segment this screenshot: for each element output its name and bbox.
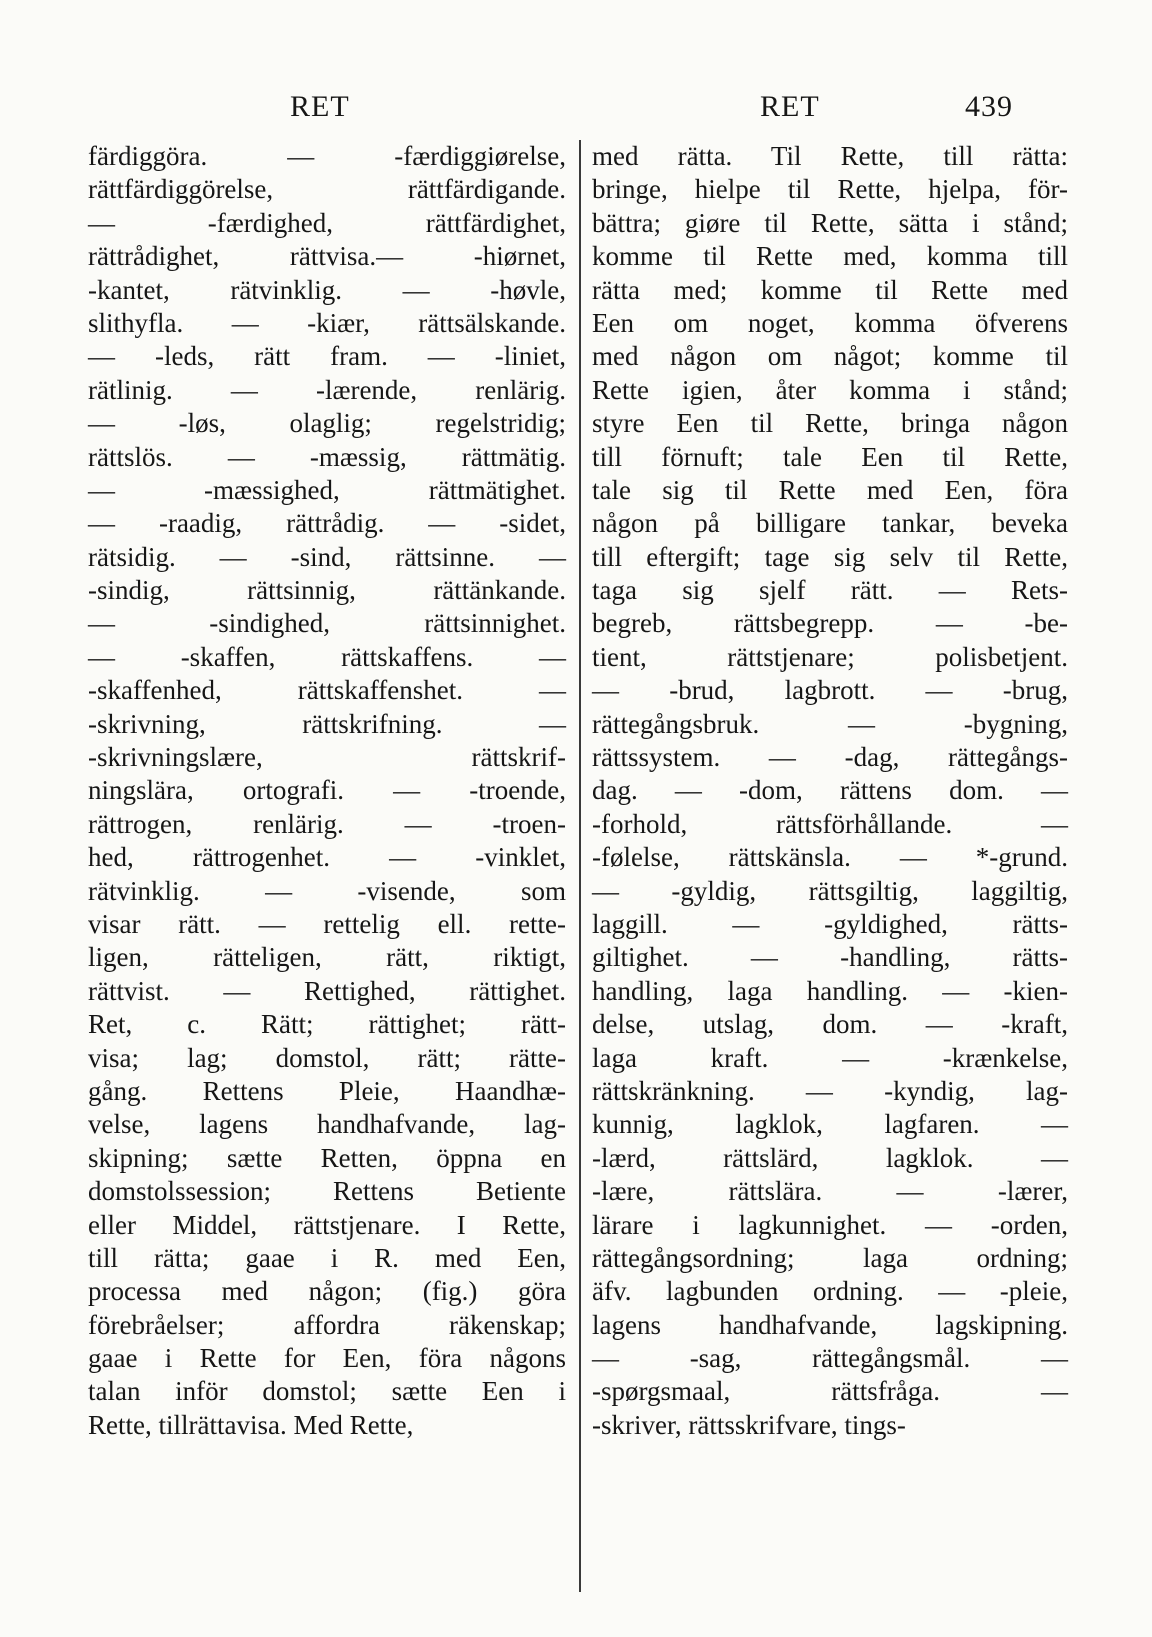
dictionary-line: taga sig sjelf rätt. — Rets- xyxy=(592,575,1068,606)
dictionary-line: laga kraft. — -krænkelse, xyxy=(592,1042,1068,1073)
dictionary-line: kunnig, lagklok, lagfaren. — xyxy=(592,1109,1068,1140)
dictionary-line: rätvinklig. — -visende, som xyxy=(88,875,566,906)
dictionary-line: -forhold, rättsförhållande. — xyxy=(592,808,1068,839)
dictionary-line: med någon om något; komme til xyxy=(592,341,1068,372)
dictionary-line: ligen, rätteligen, rätt, riktigt, xyxy=(88,942,566,973)
dictionary-line: äfv. lagbunden ordning. — -pleie, xyxy=(592,1276,1068,1307)
dictionary-line: — -færdighed, rättfärdighet, xyxy=(88,207,566,238)
dictionary-line: — -raadig, rättrådig. — -sidet, xyxy=(88,508,566,539)
dictionary-line: visar rätt. — rettelig ell. rette- xyxy=(88,908,566,939)
dictionary-line: gång. Rettens Pleie, Haandhæ- xyxy=(88,1075,566,1106)
dictionary-line: bättra; giøre til Rette, sätta i stånd; xyxy=(592,207,1068,238)
dictionary-line: -skriver, rättsskrifvare, tings- xyxy=(592,1409,906,1440)
dictionary-line: rätsidig. — -sind, rättsinne. — xyxy=(88,541,566,572)
dictionary-line: rättvist. — Rettighed, rättighet. xyxy=(88,975,566,1006)
dictionary-line: bringe, hielpe til Rette, hjelpa, för- xyxy=(592,174,1068,205)
dictionary-line: förebråelser; affordra räkenskap; xyxy=(88,1309,566,1340)
dictionary-line: rättrådighet, rättvisa.— -hiørnet, xyxy=(88,241,566,272)
dictionary-line: rätlinig. — -lærende, renlärig. xyxy=(88,374,566,405)
dictionary-line: domstolssession; Rettens Betiente xyxy=(88,1176,566,1207)
dictionary-line: — -mæssighed, rättmätighet. xyxy=(88,474,566,505)
dictionary-line: komme til Rette med, komma till xyxy=(592,241,1068,272)
dictionary-line: eller Middel, rättstjenare. I Rette, xyxy=(88,1209,566,1240)
dictionary-line: — -leds, rätt fram. — -liniet, xyxy=(88,341,566,372)
dictionary-line: processa med någon; (fig.) göra xyxy=(88,1276,566,1307)
dictionary-line: någon på billigare tankar, beveka xyxy=(592,508,1068,539)
dictionary-line: rättrogen, renlärig. — -troen- xyxy=(88,808,566,839)
dictionary-line: visa; lag; domstol, rätt; rätte- xyxy=(88,1042,566,1073)
dictionary-line: rättskränkning. — -kyndig, lag- xyxy=(592,1075,1068,1106)
dictionary-line: — -sag, rättegångsmål. — xyxy=(592,1343,1068,1374)
dictionary-line: -skrivning, rättskrifning. — xyxy=(88,708,566,739)
dictionary-line: begreb, rättsbegrepp. — -be- xyxy=(592,608,1068,639)
dictionary-line: hed, rättrogenhet. — -vinklet, xyxy=(88,842,566,873)
dictionary-line: -skrivningslære, rättskrif- xyxy=(88,742,566,773)
dictionary-line: lärare i lagkunnighet. — -orden, xyxy=(592,1209,1068,1240)
page-number: 439 xyxy=(965,90,1013,123)
dictionary-line: delse, utslag, dom. — -kraft, xyxy=(592,1009,1068,1040)
running-head-right: RET xyxy=(760,90,820,123)
dictionary-line: dag. — -dom, rättens dom. — xyxy=(592,775,1068,806)
dictionary-line: — -skaffen, rättskaffens. — xyxy=(88,641,566,672)
dictionary-line: rättslös. — -mæssig, rättmätig. xyxy=(88,441,566,472)
dictionary-line: styre Een til Rette, bringa någon xyxy=(592,408,1068,439)
dictionary-line: -lære, rättslära. — -lærer, xyxy=(592,1176,1068,1207)
dictionary-line: tale sig til Rette med Een, föra xyxy=(592,474,1068,505)
dictionary-line: — -løs, olaglig; regelstridig; xyxy=(88,408,566,439)
dictionary-line: handling, laga handling. — -kien- xyxy=(592,975,1068,1006)
dictionary-line: till förnuft; tale Een til Rette, xyxy=(592,441,1068,472)
dictionary-line: Rette, tillrättavisa. Med Rette, xyxy=(88,1409,414,1440)
dictionary-line: slithyfla. — -kiær, rättsälskande. xyxy=(88,307,566,338)
dictionary-line: färdiggöra. — -færdiggiørelse, xyxy=(88,141,566,171)
column-divider xyxy=(579,140,581,1592)
dictionary-line: till rätta; gaae i R. med Een, xyxy=(88,1242,566,1273)
dictionary-line: Een om noget, komma öfverens xyxy=(592,307,1068,338)
page-header xyxy=(0,90,1152,130)
right-column xyxy=(592,140,1068,1442)
dictionary-line: -lærd, rättslärd, lagklok. — xyxy=(592,1142,1068,1173)
dictionary-line: -spørgsmaal, rättsfråga. — xyxy=(592,1376,1068,1407)
dictionary-line: talan inför domstol; sætte Een i xyxy=(88,1376,566,1407)
left-column xyxy=(88,140,566,1442)
dictionary-line: skipning; sætte Retten, öppna en xyxy=(88,1142,566,1173)
dictionary-line: Rette igien, åter komma i stånd; xyxy=(592,374,1068,405)
dictionary-line: — -brud, lagbrott. — -brug, xyxy=(592,675,1068,706)
dictionary-line: rättfärdiggörelse, rättfärdigande. xyxy=(88,174,566,205)
dictionary-line: -kantet, rätvinklig. — -høvle, xyxy=(88,274,566,305)
dictionary-line: rättegångsordning; laga ordning; xyxy=(592,1242,1068,1273)
dictionary-line: velse, lagens handhafvande, lag- xyxy=(88,1109,566,1140)
dictionary-line: -sindig, rättsinnig, rättänkande. xyxy=(88,575,566,606)
dictionary-line: — -gyldig, rättsgiltig, laggiltig, xyxy=(592,875,1068,906)
dictionary-line: ningslära, ortografi. — -troende, xyxy=(88,775,566,806)
dictionary-line: med rätta. Til Rette, till rätta: xyxy=(592,141,1068,171)
dictionary-line: tient, rättstjenare; polisbetjent. xyxy=(592,641,1068,672)
dictionary-line: gaae i Rette for Een, föra någons xyxy=(88,1343,566,1374)
dictionary-line: giltighet. — -handling, rätts- xyxy=(592,942,1068,973)
running-head-left: RET xyxy=(290,90,350,123)
dictionary-line: lagens handhafvande, lagskipning. xyxy=(592,1309,1068,1340)
dictionary-line: rätta med; komme til Rette med xyxy=(592,274,1068,305)
dictionary-line: Ret, c. Rätt; rättighet; rätt- xyxy=(88,1009,566,1040)
dictionary-line: -følelse, rättskänsla. — *-grund. xyxy=(592,842,1068,873)
dictionary-line: rättssystem. — -dag, rättegångs- xyxy=(592,742,1068,773)
dictionary-line: — -sindighed, rättsinnighet. xyxy=(88,608,566,639)
dictionary-line: rättegångsbruk. — -bygning, xyxy=(592,708,1068,739)
dictionary-line: -skaffenhed, rättskaffenshet. — xyxy=(88,675,566,706)
dictionary-line: laggill. — -gyldighed, rätts- xyxy=(592,908,1068,939)
dictionary-line: till eftergift; tage sig selv til Rette, xyxy=(592,541,1068,572)
